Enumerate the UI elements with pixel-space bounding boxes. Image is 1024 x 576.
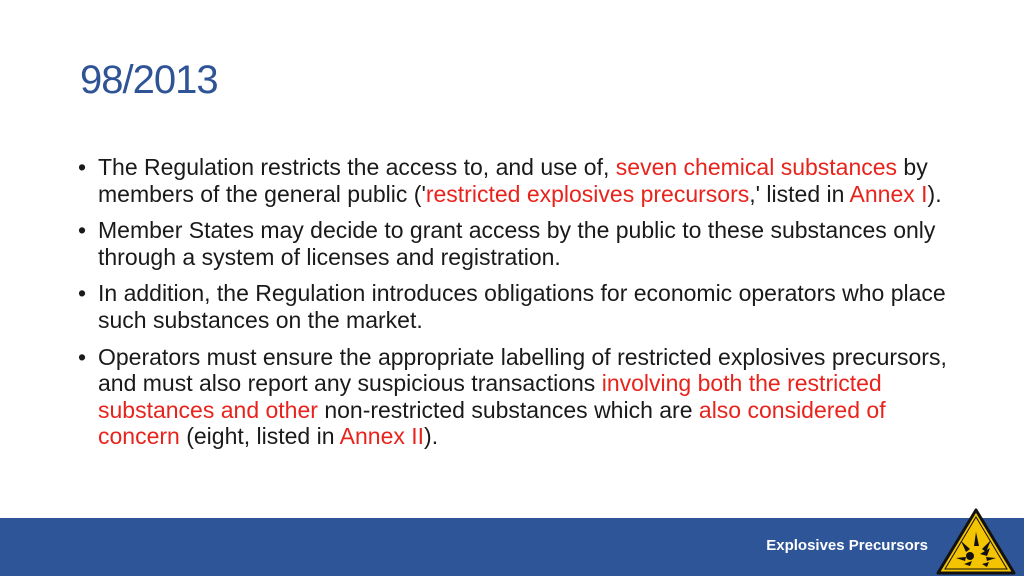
bullet-text: Operators must ensure the appropriate labelling of restricted explosives precursors, and must also report any suspicious transactions xyxy=(98,343,947,397)
bullet-text: Member States may decide to grant access by the public to these substances only through a system of licenses and registration. xyxy=(98,217,936,270)
bullet-item-3 xyxy=(78,280,958,333)
highlighted-text: seven chemical substances xyxy=(615,154,898,180)
bullet-item-4 xyxy=(78,344,958,450)
bullet-text: (eight, listed in xyxy=(179,423,340,450)
bullet-list xyxy=(78,154,958,460)
bullet-item-2 xyxy=(78,217,958,270)
slide-title: 98/2013 xyxy=(80,58,218,102)
bullet-text: ). xyxy=(927,180,942,207)
bullet-item-1 xyxy=(78,154,958,207)
annex-reference: Annex II xyxy=(339,423,425,450)
highlighted-text: restricted explosives precursors xyxy=(425,180,750,207)
bullet-text: In addition, the Regulation introduces obligations for economic operators who place such substances on the market. xyxy=(98,280,946,333)
highlighted-text: involving both the restricted substances and other xyxy=(98,370,882,423)
bullet-text: The Regulation restricts the access to, and use of, xyxy=(98,154,616,180)
explosive-hazard-icon xyxy=(934,506,1018,576)
bullet-text: non-restricted substances which are xyxy=(317,396,699,423)
bullet-text: ,' listed in xyxy=(749,180,850,207)
highlighted-text: also considered of concern xyxy=(98,396,886,450)
footer-label: Explosives Precursors xyxy=(766,537,928,554)
bullet-text: ). xyxy=(424,423,439,450)
annex-reference: Annex I xyxy=(849,180,928,207)
bullet-text: by members of the general public (' xyxy=(98,154,928,207)
